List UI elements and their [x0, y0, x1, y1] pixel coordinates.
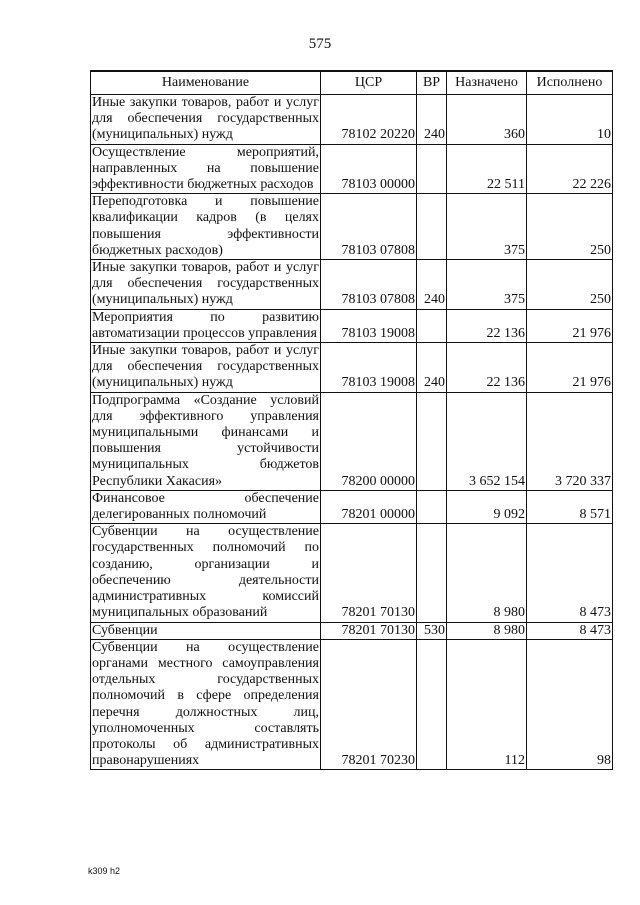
table-row — [91, 622, 613, 639]
table-row — [91, 144, 613, 194]
header-vr: ВР — [417, 71, 447, 95]
row-name: Иные закупки товаров, работ и услуг для обеспечения государственных (муниципальных) нужд — [92, 95, 319, 143]
row-vr — [417, 490, 447, 523]
row-assigned: 22 136 — [447, 309, 527, 342]
row-executed: 250 — [527, 194, 613, 260]
row-assigned: 360 — [447, 95, 527, 145]
row-vr — [417, 639, 447, 770]
row-csr: 78201 70130 — [321, 622, 417, 639]
row-executed: 98 — [527, 639, 613, 770]
row-executed: 250 — [527, 260, 613, 310]
row-executed: 8 571 — [527, 490, 613, 523]
row-csr: 78103 00000 — [321, 144, 417, 194]
row-csr: 78103 07808 — [321, 194, 417, 260]
row-assigned: 8 980 — [447, 524, 527, 622]
row-name: Осуществление мероприятий, направленных на повышение эффективности бюджетных расходов — [92, 144, 319, 193]
row-assigned: 8 980 — [447, 622, 527, 639]
row-csr: 78201 70230 — [321, 639, 417, 770]
row-vr: 530 — [417, 622, 447, 639]
row-name: Переподготовка и повышение квалификации кадров (в целях повышения эффективности бюджетных расходов) — [92, 194, 319, 258]
page-number: 575 — [308, 36, 332, 52]
row-name: Субвенции на осуществление государственных полномочий по созданию, организации и обеспечению деятельности административных комиссий муниципальных образований — [92, 524, 319, 621]
row-assigned: 375 — [447, 260, 527, 310]
row-assigned: 3 652 154 — [447, 392, 527, 490]
header-name: Наименование — [91, 71, 321, 95]
table-row — [91, 343, 613, 393]
row-name: Субвенции на осуществление органами местного самоуправления отдельных государственных полномочий в сфере определения перечня должностных лиц, уполномоченных составлять протоколы об административных правонарушениях — [92, 639, 319, 769]
row-name: Иные закупки товаров, работ и услуг для обеспечения государственных (муниципальных) нужд — [92, 260, 319, 308]
row-name: Финансовое обеспечение делегированных полномочий — [92, 490, 319, 523]
row-name: Субвенции — [91, 622, 321, 639]
row-name: Иные закупки товаров, работ и услуг для обеспечения государственных (муниципальных) нужд — [92, 343, 319, 391]
row-executed: 21 976 — [527, 343, 613, 393]
footer-code: k309 h2 — [88, 866, 121, 876]
row-vr — [417, 144, 447, 194]
table-row — [91, 309, 613, 342]
table-row — [91, 524, 613, 622]
table-row — [91, 194, 613, 260]
row-executed: 22 226 — [527, 144, 613, 194]
row-assigned: 375 — [447, 194, 527, 260]
header-executed: Исполнено — [527, 71, 613, 95]
row-vr: 240 — [417, 95, 447, 145]
row-vr — [417, 392, 447, 490]
row-vr — [417, 309, 447, 342]
table-row — [91, 639, 613, 770]
row-name: Мероприятия по развитию автоматизации процессов управления — [92, 309, 319, 341]
header-csr: ЦСР — [321, 71, 417, 95]
row-executed: 8 473 — [527, 622, 613, 639]
row-vr: 240 — [417, 260, 447, 310]
row-assigned: 112 — [447, 639, 527, 770]
table-row — [91, 260, 613, 310]
row-csr: 78103 19008 — [321, 309, 417, 342]
row-executed: 10 — [527, 95, 613, 145]
row-vr — [417, 194, 447, 260]
row-vr — [417, 524, 447, 622]
row-assigned: 22 511 — [447, 144, 527, 194]
row-assigned: 9 092 — [447, 490, 527, 523]
row-vr: 240 — [417, 343, 447, 393]
row-csr: 78200 00000 — [321, 392, 417, 490]
table-header-row — [91, 71, 613, 95]
row-executed: 3 720 337 — [527, 392, 613, 490]
table-row — [91, 95, 613, 145]
table-row — [91, 392, 613, 490]
row-csr: 78201 00000 — [321, 490, 417, 523]
row-csr: 78201 70130 — [321, 524, 417, 622]
table-row — [91, 490, 613, 523]
row-csr: 78103 19008 — [321, 343, 417, 393]
row-csr: 78103 07808 — [321, 260, 417, 310]
budget-table — [90, 70, 613, 770]
header-assigned: Назначено — [447, 71, 527, 95]
row-csr: 78102 20220 — [321, 95, 417, 145]
row-executed: 21 976 — [527, 309, 613, 342]
row-assigned: 22 136 — [447, 343, 527, 393]
row-executed: 8 473 — [527, 524, 613, 622]
row-name: Подпрограмма «Создание условий для эффективного управления муниципальными финансами и повышения устойчивости муниципальных бюджетов Республики Хакасия» — [92, 392, 319, 489]
